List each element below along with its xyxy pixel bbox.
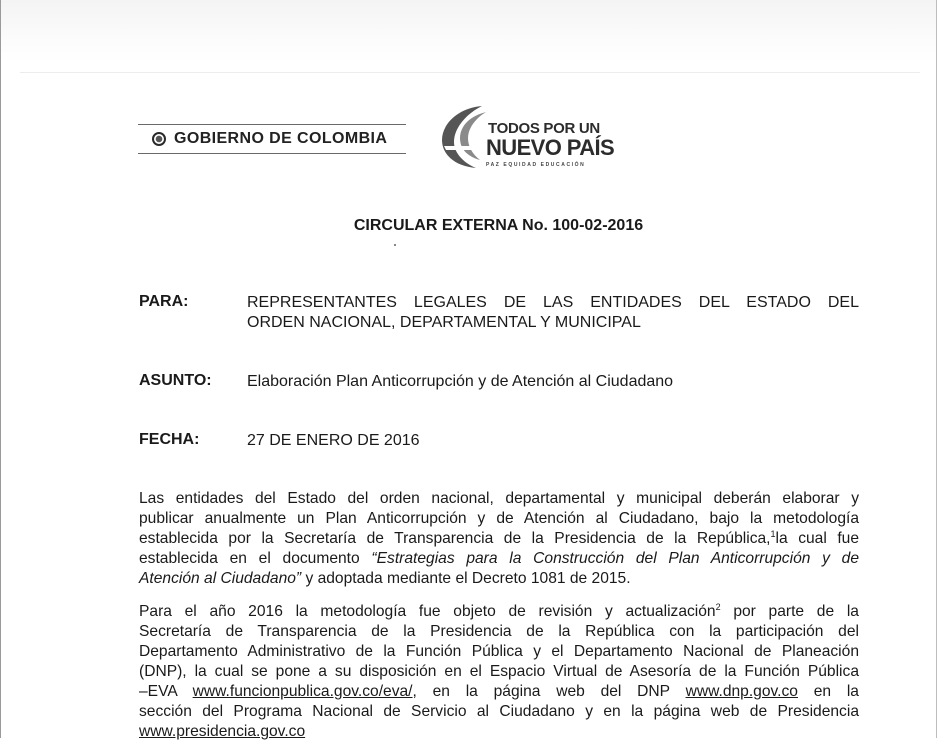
scan-artifact-line [20, 72, 920, 73]
p1-line5-text: y adoptada mediante el Decreto 1081 de 2015. [301, 570, 631, 587]
p2-line5 [139, 682, 859, 702]
campaign-logo-tagline: PAZ EQUIDAD EDUCACIÓN [486, 162, 586, 168]
asunto-label: ASUNTO: [139, 372, 212, 389]
scan-shadow [0, 0, 937, 62]
para-label: PARA: [139, 293, 189, 310]
p2-line3: Departamento Administrativo de la Función Pública y el Departamento Nacional de Planeación [139, 643, 859, 660]
page-border-left [0, 0, 1, 738]
link-funcion-publica-eva[interactable]: www.funcionpublica.gov.co/eva/ [192, 683, 413, 700]
gobierno-de-colombia-logo [138, 124, 406, 154]
p1-line3-text: establecida por la Secretaría de Transparencia de la Presidencia de la República, [139, 530, 771, 547]
circular-title: CIRCULAR EXTERNA No. 100-02-2016 [353, 217, 644, 234]
gov-logo-text: GOBIERNO DE COLOMBIA [174, 130, 388, 147]
p2-line5-end: en la [797, 683, 859, 700]
p2-line6: sección del Programa Nacional de Servicio al Ciudadano y en la página web de Presidencia [139, 703, 859, 720]
link-dnp[interactable]: www.dnp.gov.co [685, 683, 798, 700]
footnote-ref-1: 1 [770, 528, 776, 539]
p1-line4 [139, 549, 859, 569]
logo-rule-top [138, 124, 406, 125]
asunto-value: Elaboración Plan Anticorrupción y de Atención al Ciudadano [247, 373, 674, 390]
p2-line2: Secretaría de Transparencia de la Presidencia de la República con la participación del [139, 623, 859, 640]
p1-line4-italic: “Estrategias para la Construcción del Plan Anticorrupción y de [371, 550, 859, 567]
body-paragraph-2 [139, 602, 859, 742]
p1-line5-italic: Atención al Ciudadano” [139, 570, 302, 587]
campaign-logo-line1: TODOS POR UN [488, 120, 600, 137]
para-value-line1: REPRESENTANTES LEGALES DE LAS ENTIDADES DEL ESTADO DEL [247, 294, 859, 311]
p2-line5-text: –EVA [139, 683, 193, 700]
logo-rule-bottom [138, 153, 406, 154]
fecha-value: 27 DE ENERO DE 2016 [247, 432, 420, 449]
p1-line2: publicar anualmente un Plan Anticorrupción y de Atención al Ciudadano, bajo la metodología [139, 510, 859, 527]
p2-line1-end: por parte de la [720, 603, 859, 620]
p2-line4: (DNP), la cual se pone a su disposición en el Espacio Virtual de Asesoría de la Función Pública [139, 663, 859, 680]
para-value [247, 293, 859, 333]
todos-por-un-nuevo-pais-logo [436, 102, 615, 172]
p1-line5 [139, 569, 859, 589]
p2-line5-mid: , en la página web del DNP [412, 683, 686, 700]
scan-speck [394, 244, 396, 246]
p1-line3-end: la cual fue [775, 530, 859, 547]
campaign-logo-line2: NUEVO PAÍS [486, 135, 615, 160]
p2-line1 [139, 602, 859, 622]
p1-line4-text: establecida en el documento [139, 550, 372, 567]
body-paragraph-1 [139, 489, 859, 589]
footnote-ref-2: 2 [715, 601, 721, 612]
p2-line1-text: Para el año 2016 la metodología fue objeto de revisión y actualización [139, 603, 716, 620]
link-presidencia[interactable]: www.presidencia.gov.co [139, 723, 306, 740]
p2-line7 [139, 722, 859, 742]
fecha-label: FECHA: [139, 431, 200, 448]
p1-line1: Las entidades del Estado del orden nacional, departamental y municipal deberán elaborar y [139, 490, 859, 507]
colombia-shield-icon [152, 132, 166, 146]
para-value-line2: ORDEN NACIONAL, DEPARTAMENTAL Y MUNICIPAL [247, 314, 641, 331]
p1-line3 [139, 529, 859, 549]
